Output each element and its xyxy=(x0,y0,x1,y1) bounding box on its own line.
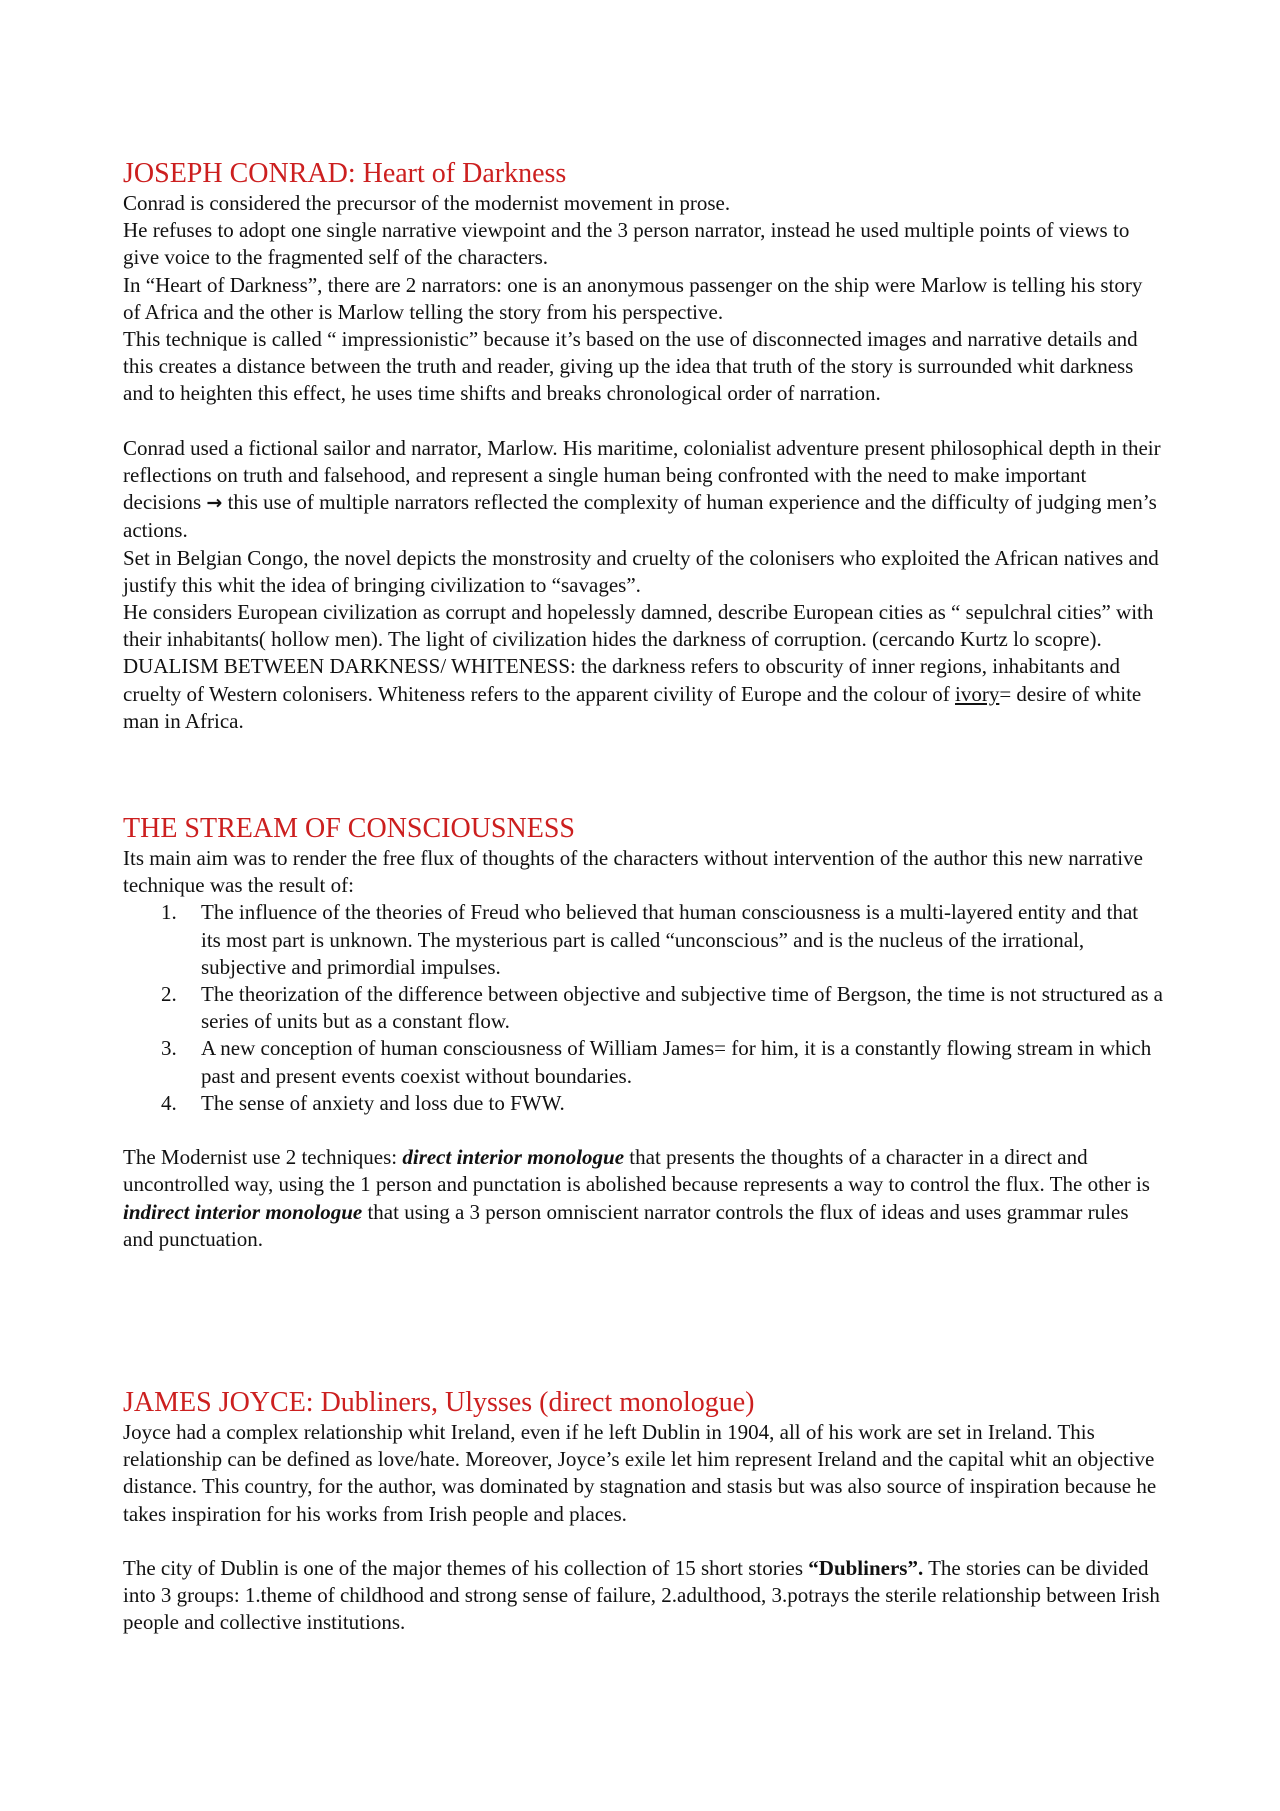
paragraph: He considers European civilization as corrupt and hopelessly damned, describe European cities as “ sepulchral cities” with their inhabitants( hollow men). The light of civilization hides the darkness of corruption. (cercando Kurtz lo scopre). xyxy=(123,600,1154,652)
paragraph: Its main aim was to render the free flux of thoughts of the characters without intervention of the author this new narrative technique was the result of: xyxy=(123,846,1143,898)
list-number: 2. xyxy=(161,982,177,1007)
list-item xyxy=(123,1035,1163,1089)
spacer xyxy=(123,735,1163,813)
paragraph-text: Conrad used a fictional sailor and narrator, Marlow. His maritime, colonialist adventure present philosophical depth in their reflections on truth and falsehood, and represent a single human being confronted with the need to make important decisions xyxy=(123,435,1161,515)
paragraph: Joyce had a complex relationship whit Ireland, even if he left Dublin in 1904, all of his work are set in Ireland. This relationship can be defined as love/hate. Moreover, Joyce’s exile let him represent Ireland and the capital whit an objective distance. This country, for the author, was dominated by stagnation and stasis but was also source of inspiration because he takes inspiration for his works from Irish people and places. xyxy=(123,1420,1157,1526)
section-conrad xyxy=(123,158,1163,735)
list-item xyxy=(123,981,1163,1035)
emphasis-direct-monologue: direct interior monologue xyxy=(402,1145,625,1170)
section-heading-stream: THE STREAM OF CONSCIOUSNESS xyxy=(123,813,575,845)
arrow-right-icon: → xyxy=(206,492,223,515)
paragraph-text: The stories can be divided into 3 groups: 1.theme of childhood and strong sense of failure, 2.adulthood, 3.potrays the sterile relationship between Irish people and collective institutions. xyxy=(123,1556,1160,1635)
list-item xyxy=(123,1090,1163,1117)
section-stream xyxy=(123,813,1163,1253)
paragraph-text: The city of Dublin is one of the major themes of his collection of 15 short stories xyxy=(123,1556,809,1581)
paragraph: This technique is called “ impressionistic” because it’s based on the use of disconnected images and narrative details and this creates a distance between the truth and reader, giving up the idea that truth of the story is surrounded whit darkness and to heighten this effect, he uses time shifts and breaks chronological order of narration. xyxy=(123,327,1138,406)
list-number: 4. xyxy=(161,1090,177,1115)
paragraph-text: that presents the thoughts of a character in a direct and uncontrolled way, using the 1 person and punctation is abolished because represents a way to control the flux. The other is xyxy=(123,1145,1150,1197)
paragraph-text: = desire of white man in Africa. xyxy=(123,681,1142,733)
paragraph xyxy=(123,1144,1163,1253)
list-item-text: A new conception of human consciousness of William James= for him, it is a constantly flowing stream in which past and present events coexist without boundaries. xyxy=(201,1036,1152,1088)
section-heading-conrad: JOSEPH CONRAD: Heart of Darkness xyxy=(123,158,567,189)
blank-line xyxy=(123,1117,1163,1144)
blank-line xyxy=(123,1528,1163,1555)
underlined-word: ivory xyxy=(955,681,1000,706)
paragraph xyxy=(123,1555,1163,1637)
section-heading-joyce: JAMES JOYCE: Dubliners, Ulysses (direct monologue) xyxy=(123,1387,755,1419)
list-item-text: The theorization of the difference between objective and subjective time of Bergson, the time is not structured as a series of units but as a constant flow. xyxy=(201,982,1163,1034)
document-page xyxy=(123,158,1163,1637)
paragraph: In “Heart of Darkness”, there are 2 narrators: one is an anonymous passenger on the ship were Marlow is telling his story of Africa and the other is Marlow telling the story from his perspective. xyxy=(123,272,1143,324)
emphasis-dubliners: “Dubliners”. xyxy=(808,1556,924,1581)
paragraph: Set in Belgian Congo, the novel depicts the monstrosity and cruelty of the colonisers who exploited the African natives and justify this whit the idea of bringing civilization to “savages”. xyxy=(123,545,1159,597)
emphasis-indirect-monologue: indirect interior monologue xyxy=(123,1199,363,1224)
paragraph-text: this use of multiple narrators reflected the complexity of human experience and the difficulty of judging men’s actions. xyxy=(123,490,1157,543)
list-number: 1. xyxy=(161,900,177,925)
paragraph: He refuses to adopt one single narrative viewpoint and the 3 person narrator, instead he used multiple points of views to give voice to the fragmented self of the characters. xyxy=(123,218,1130,270)
list-item-text: The influence of the theories of Freud who believed that human consciousness is a multi-layered entity and that its most part is unknown. The mysterious part is called “unconscious” and is the nucleus of the irrational, subjective and primordial impulses. xyxy=(201,900,1139,979)
list-number: 3. xyxy=(161,1036,177,1061)
paragraph-text: that using a 3 person omniscient narrator controls the flux of ideas and uses grammar rules and punctuation. xyxy=(123,1199,1129,1251)
paragraph xyxy=(123,653,1163,735)
paragraph-text: The Modernist use 2 techniques: xyxy=(123,1145,403,1170)
paragraph xyxy=(123,435,1163,545)
spacer xyxy=(123,1253,1163,1387)
paragraph-text: DUALISM BETWEEN DARKNESS/ WHITENESS: the darkness refers to obscurity of inner regions, inhabitants and cruelty of Western colonisers. Whiteness refers to the apparent civility of Europe and the colour of xyxy=(123,654,1120,706)
section-joyce xyxy=(123,1387,1163,1637)
list-item xyxy=(123,899,1163,981)
blank-line xyxy=(123,408,1163,435)
paragraph: Conrad is considered the precursor of the modernist movement in prose. xyxy=(123,191,731,215)
numbered-list xyxy=(123,899,1163,1117)
list-item-text: The sense of anxiety and loss due to FWW. xyxy=(201,1090,565,1115)
